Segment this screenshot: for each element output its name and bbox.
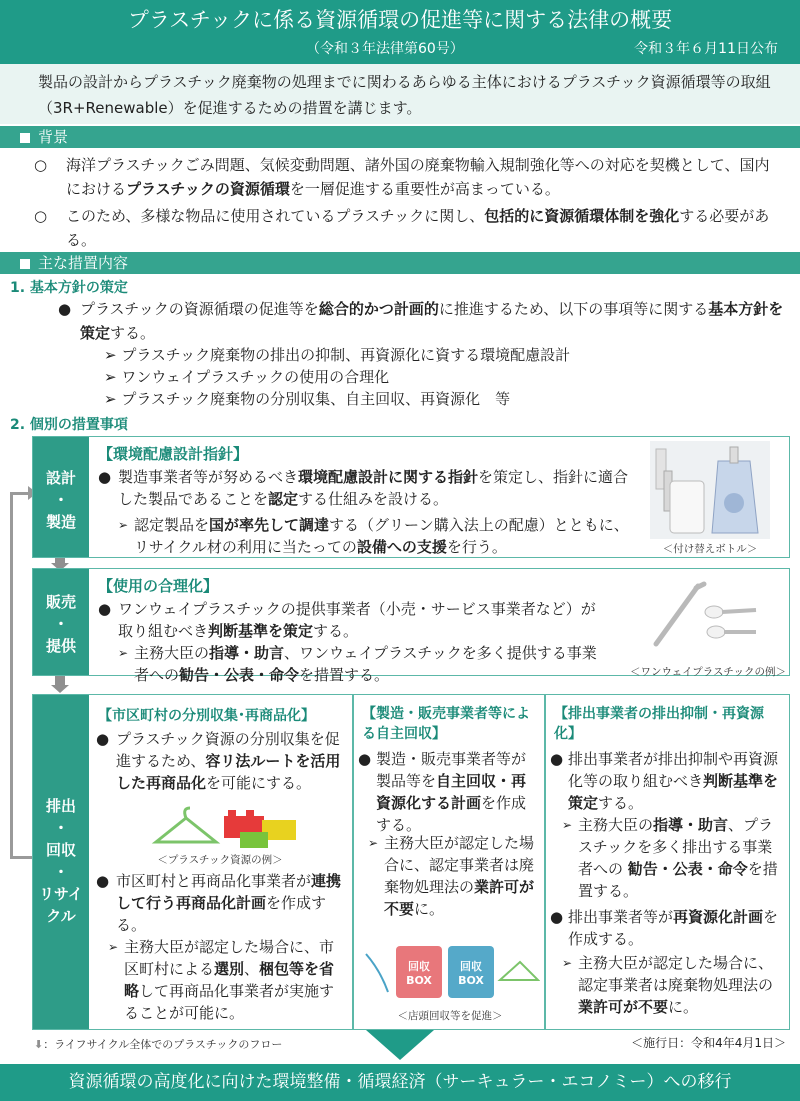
list-item: ➢ ワンウェイプラスチックの使用の合理化: [104, 368, 390, 386]
municipal-paragraph-1: ● プラスチック資源の分別収集を促進するため、容リ法ルートを活用した再商品化を可能にする。: [96, 730, 341, 792]
list-item: ➢ プラスチック廃棄物の排出の抑制、再資源化に資する環境配慮設計: [104, 346, 571, 364]
dot-bullet-icon: ●: [98, 600, 112, 618]
enforcement-date: ＜施行日：令和4年4月1日＞: [631, 1036, 786, 1050]
design-paragraph-1: ● 製造事業者等が努めるべき環境配慮設計に関する指針を策定し、指針に適合した製品であることを認定する仕組みを設ける。: [98, 468, 629, 508]
dot-bullet-icon: ●: [358, 750, 372, 768]
dot-bullet-icon: ●: [96, 872, 110, 890]
disposal-label: 排出 ・ 回収 ・ リサイ クル: [33, 695, 89, 1029]
measures-heading: 主な措置内容: [38, 254, 129, 272]
down-arrow-icon: [51, 685, 69, 693]
emitter-paragraph-2: ➢ 主務大臣の指導・助言、プラスチックを多く排出する事業者への 勧告・公表・命令を措置する。: [562, 816, 778, 900]
sales-label: 販売 ・ 提供: [33, 569, 89, 675]
emitter-paragraph-3: ● 排出事業者等が再資源化計画を作成する。: [550, 908, 779, 948]
municipal-collection-title: 【市区町村の分別収集･再商品化】: [98, 708, 315, 724]
plastic-resource-image: [146, 804, 306, 850]
arrow-bullet-icon: ➢: [562, 956, 573, 970]
footer-banner: 資源循環の高度化に向けた環境整備・循環経済（サーキュラー・エコノミー）への移行: [0, 1064, 800, 1101]
refill-bottle-image: [650, 441, 770, 539]
basic-policy-title: 1. 基本方針の策定: [10, 280, 128, 296]
law-number: （令和３年法律第60号）: [306, 41, 464, 57]
dot-bullet-icon: ●: [58, 300, 72, 318]
background-heading-bar: [0, 126, 800, 148]
municipal-paragraph-3: ➢ 主務大臣が認定した場合に、市区町村による選別、梱包等を省略して再商品化事業者が実施することが可能に。: [108, 938, 335, 1022]
sales-image-caption: ＜ワンウェイプラスチックの例＞: [630, 666, 786, 678]
collection-box-caption: ＜店頭回収等を促進＞: [397, 1010, 503, 1022]
dot-bullet-icon: ●: [98, 468, 112, 486]
promulgation-date: 令和３年６月11日公布: [634, 41, 778, 57]
down-arrow-icon: [366, 1030, 434, 1060]
basic-policy-items: [104, 344, 570, 410]
lifecycle-flow-line: [10, 856, 34, 859]
individual-measures-title: 2. 個別の措置事項: [10, 417, 128, 433]
emitter-title: 【排出事業者の排出抑制・再資源化】: [554, 706, 764, 742]
square-icon: [20, 133, 30, 143]
arrow-bullet-icon: ➢: [118, 646, 129, 660]
plastic-resource-caption: ＜プラスチック資源の例＞: [157, 854, 283, 866]
design-title: 【環境配慮設計指針】: [98, 445, 249, 463]
dot-bullet-icon: ●: [550, 908, 564, 926]
collection-box-label: 回収BOX: [458, 960, 484, 987]
design-paragraph-2: ➢ 認定製品を国が率先して調達する（グリーン購入法上の配慮）とともに、リサイクル材の利用に当たっての設備への支援を行う。: [118, 516, 629, 556]
voluntary-collection-title: 【製造・販売事業者等による自主回収】: [362, 706, 530, 742]
lifecycle-flow-line: [10, 492, 13, 858]
design-image-caption: ＜付け替えボトル＞: [662, 543, 758, 555]
column-divider: [352, 695, 354, 1029]
municipal-paragraph-2: ● 市区町村と再商品化事業者が連携して行う再商品化計画を作成する。: [96, 872, 342, 934]
arrow-bullet-icon: ➢: [118, 518, 129, 532]
background-heading: 背景: [38, 128, 69, 146]
measures-heading-bar: [0, 252, 800, 274]
voluntary-paragraph-2: ➢ 主務大臣が認定した場合に、認定事業者は廃棄物処理法の業許可が不要に。: [368, 834, 535, 918]
sales-paragraph-1: ● ワンウェイプラスチックの提供事業者（小売・サービス事業者など）が取り組むべき判断基準を策定する。: [98, 600, 596, 640]
oneway-plastic-image: [652, 580, 762, 650]
sales-paragraph-2: ➢ 主務大臣の指導・助言、ワンウェイプラスチックを多く提供する事業者への勧告・公表・命令を措置する。: [118, 644, 597, 684]
background-paragraph-1: ○ 海洋プラスチックごみ問題、気候変動問題、諸外国の廃棄物輸入規制強化等への対応を契機として、国内におけるプラスチックの資源循環を一層促進する重要性が高まっている。: [36, 153, 784, 201]
dot-bullet-icon: ●: [96, 730, 110, 748]
sales-title: 【使用の合理化】: [98, 577, 219, 595]
flow-note: ⬇：ライフサイクル全体でのプラスチックのフロー: [34, 1038, 283, 1051]
collection-box-label: 回収BOX: [406, 960, 432, 987]
square-icon: [20, 259, 30, 269]
column-divider: [544, 695, 546, 1029]
voluntary-paragraph-1: ● 製造・販売事業者等が製品等を自主回収・再資源化する計画を作成する。: [358, 750, 527, 834]
list-item: ➢ プラスチック廃棄物の分別収集、自主回収、再資源化 等: [104, 390, 511, 408]
down-arrow-icon: ⬇: [34, 1038, 44, 1051]
emitter-paragraph-4: ➢ 主務大臣が認定した場合に、認定事業者は廃棄物処理法の業許可が不要に。: [562, 954, 774, 1016]
header-bar: [0, 0, 800, 64]
circle-bullet-icon: ○: [34, 156, 48, 174]
arrow-bullet-icon: ➢: [368, 836, 379, 850]
circle-bullet-icon: ○: [34, 207, 48, 225]
dot-bullet-icon: ●: [550, 750, 564, 768]
emitter-paragraph-1: ● 排出事業者が排出抑制や再資源化等の取り組むべき判断基準を策定する。: [550, 750, 779, 812]
basic-policy-text: ● プラスチックの資源循環の促進等を総合的かつ計画的に推進するため、以下の事項等に関する基本方針を策定する。: [58, 297, 784, 345]
background-paragraph-2: ○ このため、多様な物品に使用されているプラスチックに関し、包括的に資源循環体制を強化する必要がある。: [36, 204, 784, 252]
design-label: 設計 ・ 製造: [33, 437, 89, 557]
arrow-bullet-icon: ➢: [108, 940, 119, 954]
arrow-bullet-icon: ➢: [562, 818, 573, 832]
page-title: プラスチックに係る資源循環の促進等に関する法律の概要: [127, 8, 673, 32]
intro-text: 製品の設計からプラスチック廃棄物の処理までに関わるあらゆる主体におけるプラスチック資源循環等の取組（3R+Renewable）を促進するための措置を講じます。: [0, 64, 800, 124]
